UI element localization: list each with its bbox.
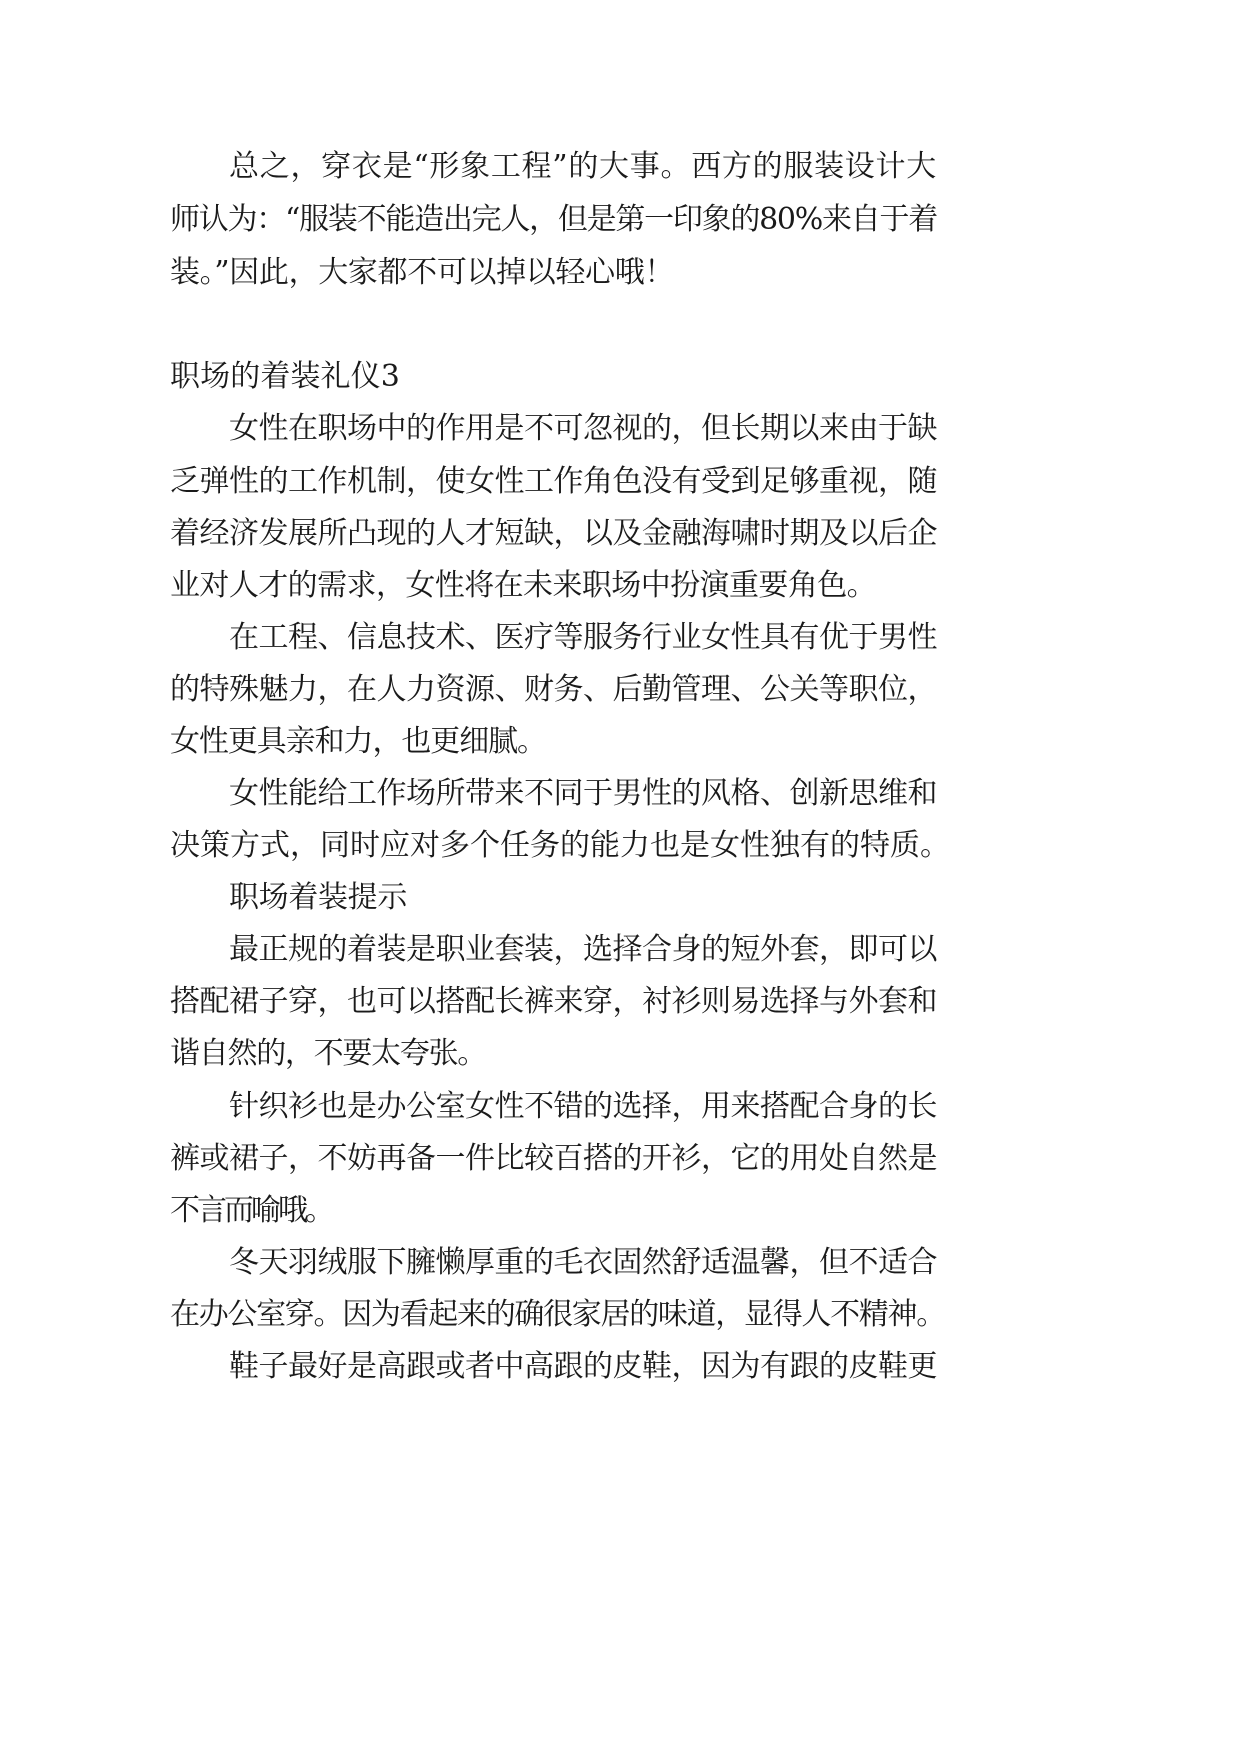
paragraph-line (170, 1191, 332, 1231)
line-text: 决策方式，同时应对多个任务的能力也是女性独有的特质。 (170, 828, 950, 863)
section-heading (170, 357, 400, 397)
paragraph-line (170, 982, 937, 1022)
subheading (229, 878, 407, 918)
line-text: 搭配裙子穿，也可以搭配长裤来穿，衬衫则易选择与外套和 (170, 984, 937, 1019)
line-text: 装。”因此，大家都不可以掉以轻心哦！ (170, 255, 675, 290)
paragraph-line (170, 670, 937, 710)
paragraph-line (229, 147, 937, 187)
line-text: 谐自然的，不要太夸张。 (170, 1036, 487, 1071)
paragraph-line (229, 618, 937, 658)
line-text: 业对人才的需求，女性将在未来职场中扮演重要角色。 (170, 568, 877, 603)
line-text: 冬天羽绒服下臃懒厚重的毛衣固然舒适温馨，但不适合 (229, 1245, 937, 1280)
paragraph-line (170, 1034, 486, 1074)
line-text: 不言而喻哦。 (170, 1193, 332, 1228)
subheading-text: 职场着装提示 (229, 880, 408, 915)
line-text: 着经济发展所凸现的人才短缺，以及金融海啸时期及以后企 (170, 516, 937, 551)
paragraph-line (229, 930, 937, 970)
line-text: 乏弹性的工作机制，使女性工作角色没有受到足够重视，随 (170, 464, 937, 499)
line-text: 裤或裙子，不妨再备一件比较百搭的开衫，它的用处自然是 (170, 1141, 937, 1176)
paragraph-line (170, 462, 937, 502)
paragraph-line (170, 566, 876, 606)
line-text: 女性更具亲和力，也更细腻。 (170, 724, 546, 759)
line-text: 鞋子最好是高跟或者中高跟的皮鞋，因为有跟的皮鞋更 (229, 1349, 937, 1384)
paragraph-line (170, 722, 546, 762)
line-text: 在办公室穿。因为看起来的确很家居的味道，显得人不精神。 (170, 1297, 945, 1332)
paragraph-line (229, 1347, 937, 1387)
line-text: 总之，穿衣是“形象工程”的大事。西方的服装设计大 (229, 149, 937, 184)
line-text: 的特殊魅力，在人力资源、财务、后勤管理、公关等职位， (170, 672, 937, 707)
paragraph-line (229, 1087, 937, 1127)
paragraph-line (170, 826, 950, 866)
line-text: 女性在职场中的作用是不可忽视的，但长期以来由于缺 (229, 411, 937, 446)
paragraph-line (170, 253, 674, 293)
paragraph-line (229, 409, 937, 449)
line-text: 女性能给工作场所带来不同于男性的风格、创新思维和 (229, 776, 937, 811)
line-text: 最正规的着装是职业套装，选择合身的短外套，即可以 (229, 932, 937, 967)
line-text: 在工程、信息技术、医疗等服务行业女性具有优于男性 (229, 620, 937, 655)
paragraph-line (170, 200, 937, 240)
paragraph-line (229, 1243, 937, 1283)
paragraph-line (229, 774, 937, 814)
section-heading-text: 职场的着装礼仪3 (170, 359, 400, 394)
line-text: 针织衫也是办公室女性不错的选择，用来搭配合身的长 (229, 1089, 937, 1124)
paragraph-line (170, 1295, 945, 1335)
line-text: 师认为：“服装不能造出完人，但是第一印象的80%来自于着 (170, 202, 938, 237)
paragraph-line (170, 514, 937, 554)
paragraph-line (170, 1139, 937, 1179)
